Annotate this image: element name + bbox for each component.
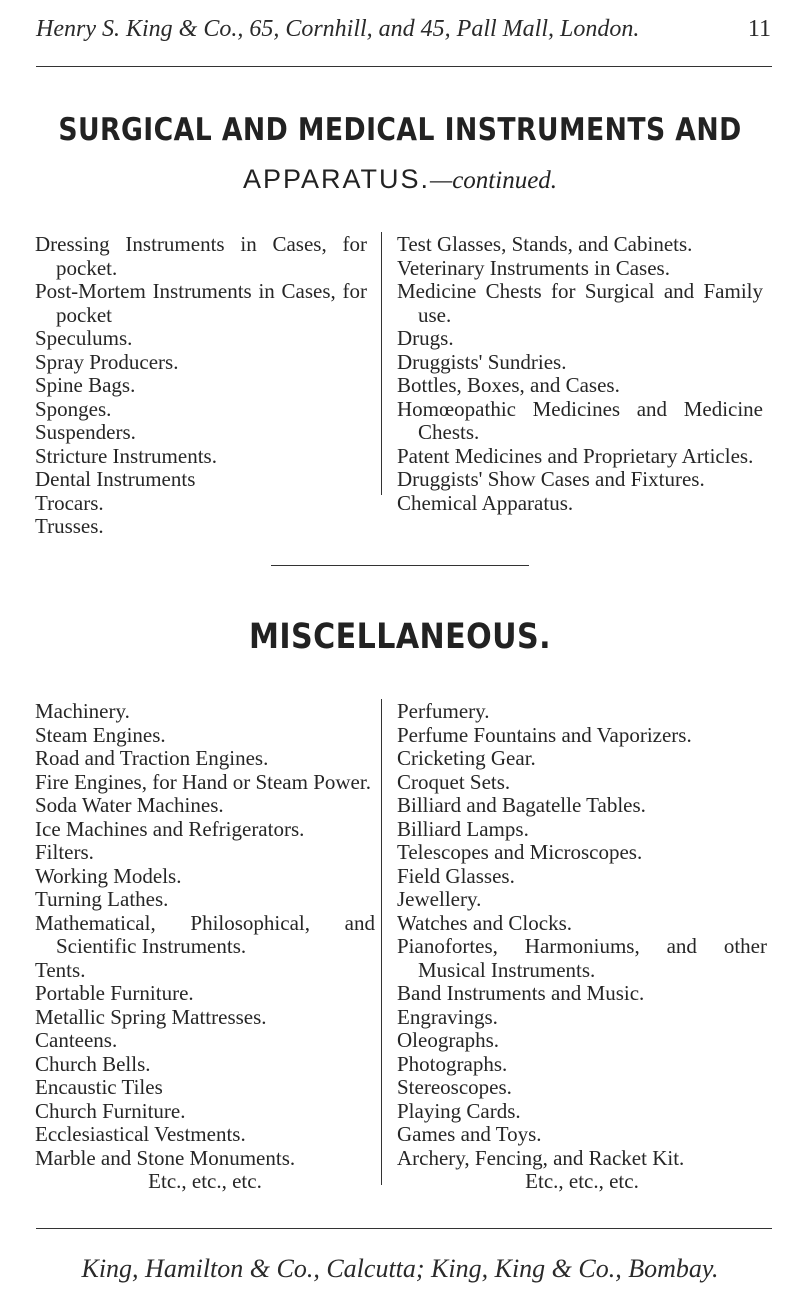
section-title-surgical: SURGICAL AND MEDICAL INSTRUMENTS AND <box>58 112 742 148</box>
column-divider <box>381 699 382 1185</box>
page-header <box>36 16 771 50</box>
list-item: Drugs. <box>397 326 454 350</box>
list-item: Filters. <box>35 840 94 864</box>
surgical-left-list <box>35 233 367 539</box>
list-item: Sponges. <box>35 396 112 421</box>
list-item: Dressing Instruments in Cases, for pocket. <box>35 232 367 280</box>
list-item: Billiard Lamps. <box>397 816 529 841</box>
list-item: Post-Mortem Instruments in Cases, for pocket <box>35 279 367 327</box>
list-item: Veterinary Instruments in Cases. <box>397 255 670 280</box>
top-rule <box>36 66 772 67</box>
list-item: Ice Machines and Refrigerators. <box>35 816 305 841</box>
list-item: Chemical Apparatus. <box>397 490 574 515</box>
list-item: Ecclesiastical Vestments. <box>35 1122 246 1146</box>
list-item: Croquet Sets. <box>397 769 511 794</box>
page-footer: King, Hamilton & Co., Calcutta; King, King & Co., Bombay. <box>81 1254 719 1283</box>
list-item: Working Models. <box>35 863 182 888</box>
misc-right-column <box>397 700 767 1194</box>
list-item: Engravings. <box>397 1004 498 1029</box>
list-item: Machinery. <box>35 699 130 723</box>
list-item: Metallic Spring Mattresses. <box>35 1004 267 1029</box>
list-item: Stricture Instruments. <box>35 443 217 468</box>
list-item: Watches and Clocks. <box>397 910 573 935</box>
misc-right-list <box>397 700 767 1194</box>
list-item: Games and Toys. <box>397 1122 542 1146</box>
list-item: Road and Traction Engines. <box>35 746 269 770</box>
list-item: Cricketing Gear. <box>397 746 536 770</box>
list-item: Steam Engines. <box>35 722 166 747</box>
column-divider <box>381 232 382 495</box>
list-item: Suspenders. <box>35 420 136 444</box>
list-item: Fire Engines, for Hand or Steam Power. <box>35 769 371 794</box>
list-item: Marble and Stone Monuments. <box>35 1145 296 1170</box>
list-item: Billiard and Bagatelle Tables. <box>397 793 646 817</box>
list-item: Trusses. <box>35 514 104 538</box>
list-item: Perfumery. <box>397 699 490 723</box>
surgical-right-column <box>397 233 763 515</box>
section-separator-rule <box>271 565 529 566</box>
list-item: Jewellery. <box>397 887 482 911</box>
list-item: Church Bells. <box>35 1051 151 1076</box>
section-title-miscellaneous: MISCELLANEOUS. <box>248 617 552 657</box>
list-item: Druggists' Show Cases and Fixtures. <box>397 467 705 491</box>
list-item: Druggists' Sundries. <box>397 349 567 374</box>
list-item: Tents. <box>35 957 86 982</box>
misc-left-column <box>35 700 375 1194</box>
list-item: Photographs. <box>397 1051 508 1076</box>
list-item: Spray Producers. <box>35 349 179 374</box>
list-item: Archery, Fencing, and Racket Kit. <box>397 1145 685 1170</box>
list-item: Dental Instruments <box>35 467 196 491</box>
list-item: Canteens. <box>35 1028 118 1052</box>
continued-label: —continued. <box>429 167 558 194</box>
list-item: Homœopathic Medicines and Medicine Chests. <box>397 396 763 444</box>
list-item: Church Furniture. <box>35 1098 186 1123</box>
list-item: Spine Bags. <box>35 373 136 397</box>
list-item: Soda Water Machines. <box>35 793 224 817</box>
list-item: Portable Furniture. <box>35 981 194 1005</box>
running-head: Henry S. King & Co., 65, Cornhill, and 45, Pall Mall, London. <box>36 16 640 42</box>
surgical-left-column <box>35 233 367 539</box>
list-item: Turning Lathes. <box>35 887 169 911</box>
misc-left-list <box>35 700 375 1194</box>
apparatus-word: APPARATUS. <box>242 164 430 194</box>
list-item: Patent Medicines and Proprietary Articles. <box>397 443 754 468</box>
list-item: Speculums. <box>35 326 133 350</box>
list-item: Etc., etc., etc. <box>148 1169 262 1193</box>
section-title-apparatus <box>0 164 800 195</box>
list-item: Bottles, Boxes, and Cases. <box>397 373 620 397</box>
list-item: Mathematical, Philosophical, and Scientific Instruments. <box>35 910 375 958</box>
list-item: Trocars. <box>35 490 104 515</box>
list-item: Playing Cards. <box>397 1098 521 1123</box>
list-item: Band Instruments and Music. <box>397 981 645 1005</box>
list-item: Stereoscopes. <box>397 1075 512 1099</box>
list-item: Telescopes and Microscopes. <box>397 840 643 864</box>
page-number: 11 <box>747 16 771 42</box>
list-item: Oleographs. <box>397 1028 500 1052</box>
list-item: Test Glasses, Stands, and Cabinets. <box>397 232 693 256</box>
surgical-right-list <box>397 233 763 515</box>
list-item: Perfume Fountains and Vaporizers. <box>397 722 692 747</box>
list-item: Medicine Chests for Surgical and Family use. <box>397 279 763 327</box>
bottom-rule <box>36 1228 772 1229</box>
list-item: Encaustic Tiles <box>35 1075 163 1099</box>
list-item: Etc., etc., etc. <box>525 1169 639 1193</box>
list-item: Pianofortes, Harmoniums, and other Musical Instruments. <box>397 934 767 982</box>
list-item: Field Glasses. <box>397 863 515 888</box>
